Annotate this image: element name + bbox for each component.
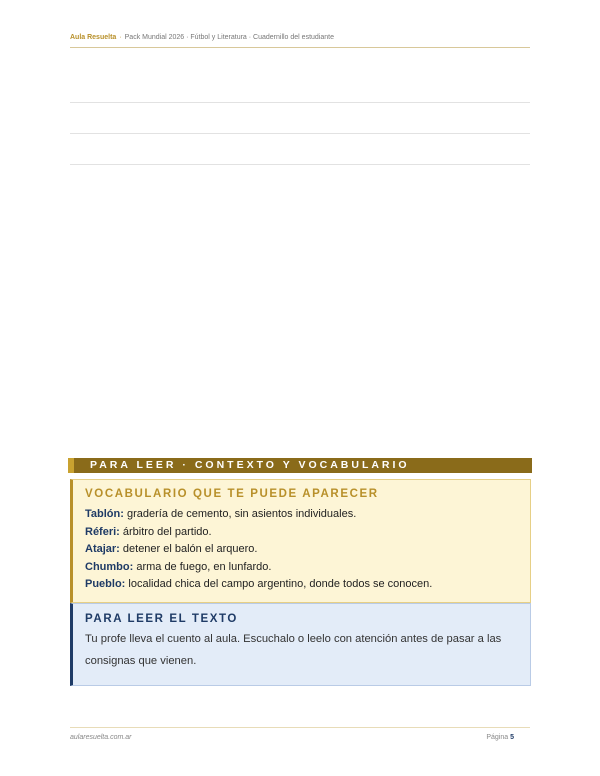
page-label: Página [486,734,511,741]
page-header [70,34,530,48]
header-separator: · [119,34,122,41]
vocabulary-item [85,506,530,524]
vocabulary-box [70,479,531,603]
header-subtitle: Pack Mundial 2026 · Fútbol y Literatura · Cuadernillo del estudiante [124,34,334,41]
vocabulary-term: Chumbo: [85,560,134,573]
vocabulary-term: Tablón: [85,508,124,520]
vocabulary-item [85,541,530,559]
answer-line-1 [70,102,530,103]
answer-line-2 [70,133,530,134]
vocabulary-definition: árbitro del partido. [119,525,212,538]
vocabulary-term: Réferi: [85,525,120,538]
footer-site: aularesuelta.com.ar [70,734,132,741]
brand-name: Aula Resuelta [70,34,117,41]
section-banner: PARA LEER · CONTEXTO Y VOCABULARIO [68,458,532,473]
vocabulary-definition: localidad chica del campo argentino, donde todos se conocen. [125,578,433,590]
vocabulary-item [85,559,530,577]
reading-box [70,603,531,686]
vocabulary-item [85,576,530,594]
reading-title: PARA LEER EL TEXTO [85,613,238,625]
vocabulary-definition: arma de fuego, en lunfardo. [133,560,272,573]
page-footer [70,727,530,741]
vocabulary-title: VOCABULARIO QUE TE PUEDE APARECER [85,488,379,500]
vocabulary-term: Pueblo: [85,578,126,590]
vocabulary-term: Atajar: [85,543,120,555]
page-number: 5 [510,734,514,741]
vocabulary-definition: gradería de cemento, sin asientos individuales. [123,508,357,520]
page-indicator [486,734,514,741]
reading-instructions: Tu profe lleva el cuento al aula. Escuchalo o leelo con atención antes de pasar a las consignas que vienen. [85,633,502,667]
vocabulary-item [85,524,530,542]
answer-line-3 [70,164,530,165]
vocabulary-definition: detener el balón el arquero. [119,543,258,555]
